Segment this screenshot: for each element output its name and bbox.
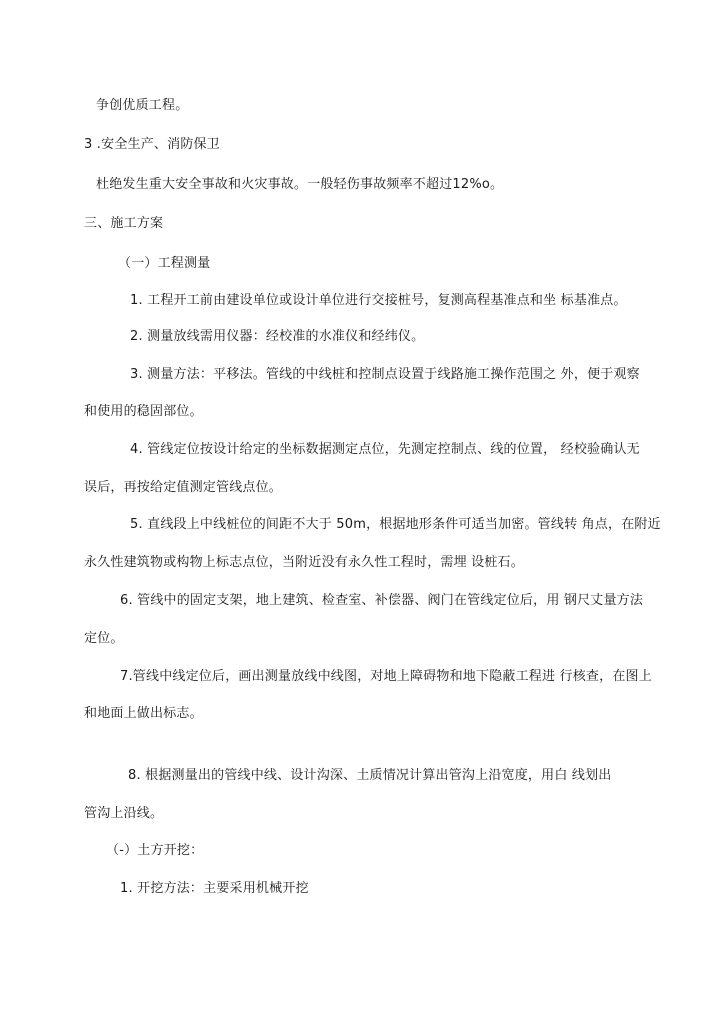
survey-item-6-line-2: 定位。 — [84, 631, 124, 646]
survey-item-4-line-2: 误后，再按给定值测定管线点位。 — [84, 480, 283, 495]
survey-item-3-line-1: 3. 测量方法：平移法。管线的中线桩和控制点设置于线路施工操作范围之 外，便于观察 — [130, 367, 640, 382]
survey-item-2: 2. 测量放线需用仪器：经校准的水准仪和经纬仪。 — [130, 329, 425, 344]
survey-item-4-line-1: 4. 管线定位按设计给定的坐标数据测定点位，先测定控制点、线的位置， 经校验确认无 — [130, 442, 640, 457]
earthwork-item-1: 1. 开挖方法：主要采用机械开挖 — [120, 881, 309, 896]
paragraph-quality-goal: 争创优质工程。 — [96, 98, 189, 113]
survey-item-1: 1. 工程开工前由建设单位或设计单位进行交接桩号，复测高程基准点和坐 标基准点。 — [130, 293, 627, 308]
survey-item-7-line-1: 7.管线中线定位后，画出测量放线中线图，对地上障碍物和地下隐蔽工程进 行核查，在图上 — [120, 669, 652, 684]
subheading-earthwork: （-）土方开挖： — [106, 843, 204, 858]
survey-item-5-line-1: 5. 直线段上中线桩位的间距不大于 50m，根据地形条件可适当加密。管线转 角点，在附近 — [130, 517, 661, 532]
heading-safety-fire: 3 .安全生产、消防保卫 — [84, 137, 220, 152]
survey-item-6-line-1: 6. 管线中的固定支架，地上建筑、检查室、补偿器、阀门在管线定位后，用 钢尺丈量方法 — [120, 593, 644, 608]
survey-item-3-line-2: 和使用的稳固部位。 — [84, 404, 203, 419]
survey-item-5-line-2: 永久性建筑物或构物上标志点位，当附近没有永久性工程时，需埋 设桩石。 — [84, 555, 524, 570]
heading-construction-plan: 三、施工方案 — [84, 216, 164, 231]
survey-item-7-line-2: 和地面上做出标志。 — [84, 706, 203, 721]
survey-item-8-line-2: 管沟上沿线。 — [84, 806, 164, 821]
survey-item-8-line-1: 8. 根据测量出的管线中线、设计沟深、土质情况计算出管沟上沿宽度，用白 线划出 — [128, 768, 612, 783]
subheading-survey: （一）工程测量 — [118, 256, 211, 271]
paragraph-accident-rate: 杜绝发生重大安全事故和火灾事故。一般轻伤事故频率不超过12%o。 — [96, 177, 504, 192]
